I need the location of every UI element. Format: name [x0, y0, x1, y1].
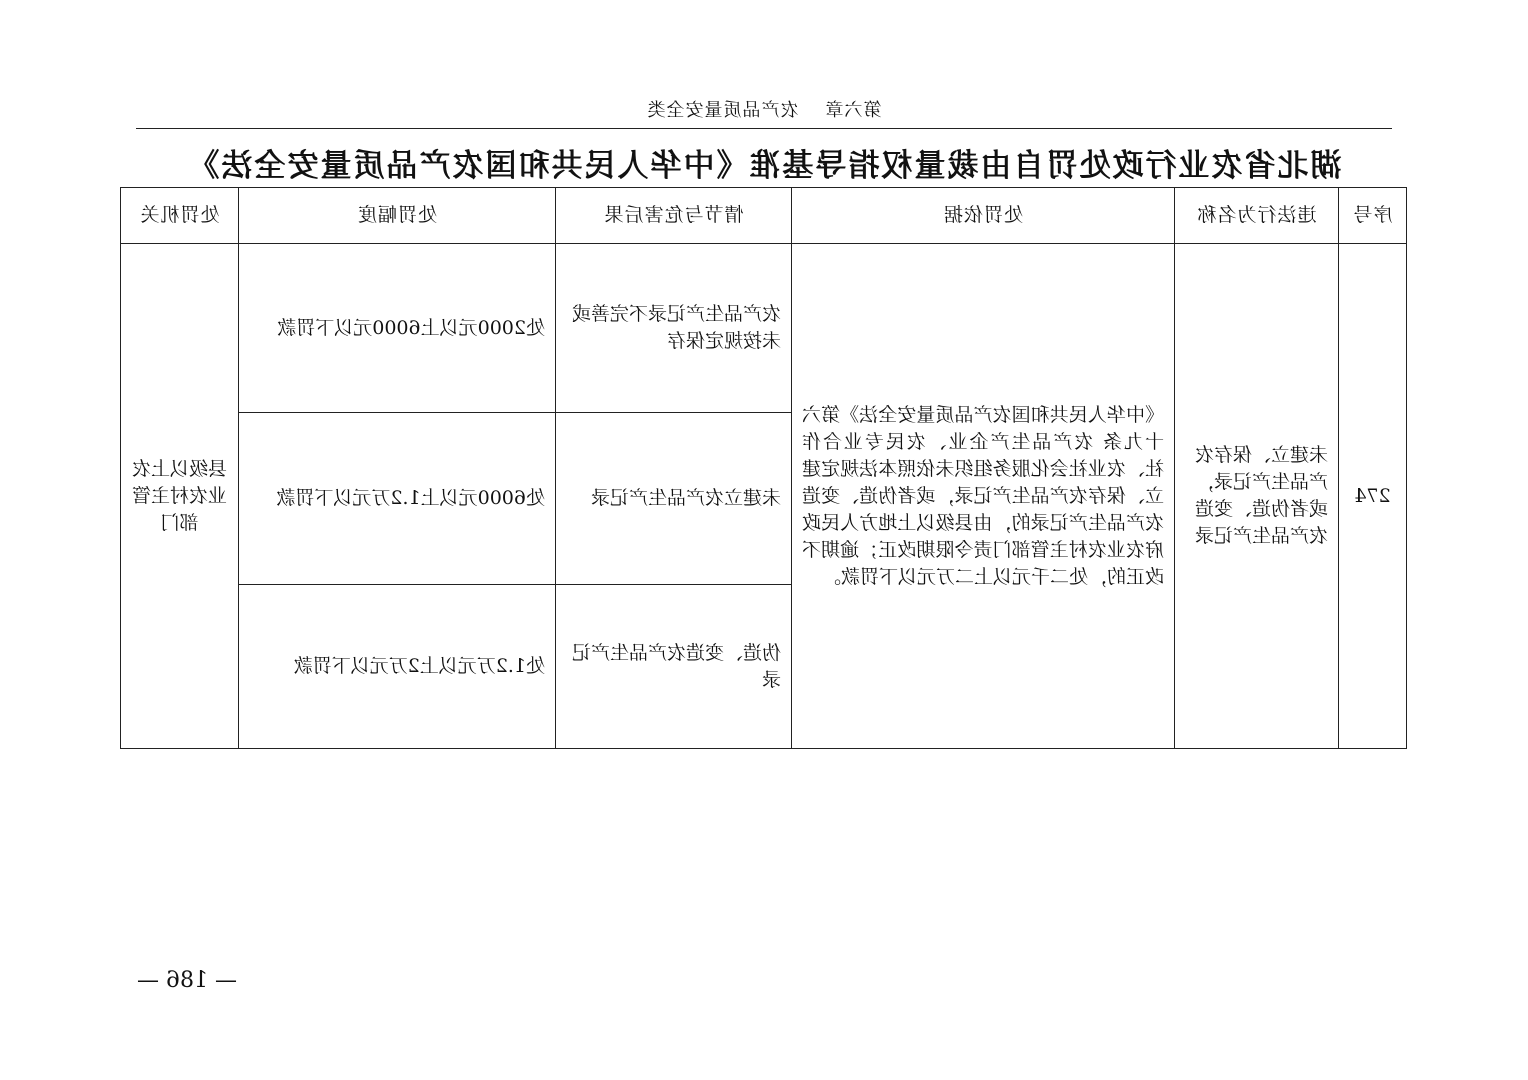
col-header-violation: 违法行为名称 [1175, 188, 1339, 244]
penalty-cell: 处2000元以上6000元以下罚款 [239, 244, 556, 413]
chapter-category: 农产品质量安全类 [646, 100, 799, 121]
seq-cell: 274 [1339, 244, 1407, 749]
table-header-row [121, 188, 1407, 244]
violation-cell: 未建立、保存农产品生产记录，或者伪造、变造农产品生产记录 [1175, 244, 1339, 749]
col-header-basis: 处罚依据 [792, 188, 1175, 244]
document-title: 湖北省农业行政处罚自由裁量权指导基准《中华人民共和国农产品质量安全法》 [186, 148, 1342, 184]
circumstance-cell: 农产品生产记录不完善或未按规定保存 [556, 244, 792, 413]
chapter-label: 第六章 [824, 100, 882, 121]
circumstance-cell: 伪造、变造农产品生产记录 [556, 585, 792, 749]
basis-cell: 《中华人民共和国农产品质量安全法》第六十九条 农产品生产企业、农民专业合作社、农业社会化服务组织未依照本法规定建立、保存农产品生产记录，或者伪造、变造农产品生产记录的，由县级以上地方人民政府农业农村主管部门责令限期改正；逾期不改正的，处二千元以上二万元以下罚款。 [792, 244, 1175, 749]
col-header-authority: 处罚机关 [121, 188, 239, 244]
penalty-table [120, 187, 1407, 749]
col-header-seq: 序号 [1339, 188, 1407, 244]
penalty-cell: 处6000元以上1.2万元以下罚款 [239, 413, 556, 585]
running-header [0, 96, 1528, 122]
circumstance-cell: 未建立农产品生产记录 [556, 413, 792, 585]
penalty-cell: 处1.2万元以上2万元以下罚款 [239, 585, 556, 749]
col-header-circumstance: 情节与危害后果 [556, 188, 792, 244]
table-row [121, 244, 1407, 413]
header-rule [136, 128, 1392, 129]
page-number: — 186 — [137, 968, 237, 993]
authority-cell: 县级以上农业农村主管部门 [121, 244, 239, 749]
col-header-penalty: 处罚幅度 [239, 188, 556, 244]
